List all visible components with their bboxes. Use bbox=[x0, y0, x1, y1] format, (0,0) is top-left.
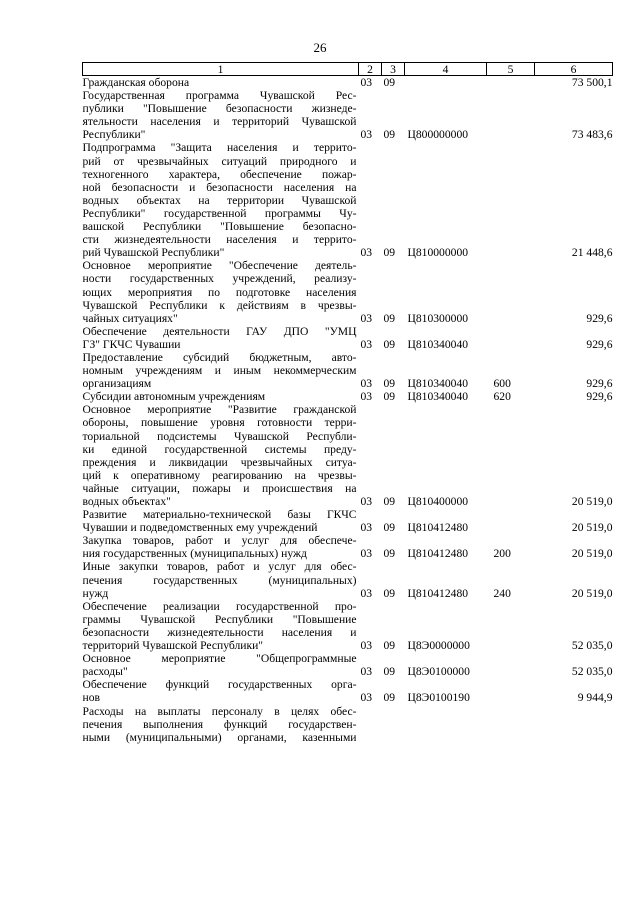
item-name-line: Предоставление субсидий бюджетным, авто- bbox=[82, 350, 357, 364]
target-article-cell: Ц810412480 bbox=[407, 586, 469, 600]
expense-type-cell: 600 bbox=[493, 377, 511, 391]
subsection-code-cell: 09 bbox=[383, 665, 396, 679]
item-name-cell bbox=[83, 259, 359, 324]
item-name-cell bbox=[83, 325, 359, 351]
amount-cell: 929,6 bbox=[586, 337, 613, 351]
section-code-cell: 03 bbox=[360, 76, 373, 89]
item-name-cell bbox=[83, 534, 359, 560]
column-header-row bbox=[83, 63, 613, 76]
item-name-line: ГЗ" ГКЧС Чувашии bbox=[82, 337, 181, 351]
expense-type-cell bbox=[487, 508, 535, 534]
table-row bbox=[83, 390, 613, 403]
item-name-line: Основное мероприятие "Общепрограммные bbox=[82, 652, 357, 666]
target-article-cell: Ц810412480 bbox=[407, 521, 469, 535]
table-row bbox=[83, 600, 613, 652]
item-name-line: ными (муниципальными) органами, казенными bbox=[82, 730, 357, 744]
table-row bbox=[83, 89, 613, 141]
amount-cell: 929,6 bbox=[586, 390, 613, 404]
expense-type-cell bbox=[487, 678, 535, 704]
item-name-cell bbox=[83, 141, 359, 259]
section-code-cell: 03 bbox=[360, 377, 373, 391]
item-name-cell bbox=[83, 403, 359, 508]
expense-type-cell bbox=[487, 705, 535, 744]
item-name-line: ющих мероприятия по подготовке населения bbox=[82, 285, 357, 299]
table-row bbox=[83, 560, 613, 599]
item-name-line: ния государственных (муниципальных) нужд bbox=[82, 547, 307, 561]
item-name-line: ной безопасности и безопасности населения на bbox=[82, 180, 357, 194]
section-code-cell: 03 bbox=[360, 665, 373, 679]
target-article-cell: Ц810340040 bbox=[407, 337, 469, 351]
amount-cell: 21 448,6 bbox=[571, 246, 613, 260]
target-article-cell: Ц8Э0100000 bbox=[407, 665, 470, 679]
section-code-cell: 03 bbox=[360, 547, 373, 561]
item-name-line: рий от чрезвычайных ситуаций природного и bbox=[82, 154, 357, 168]
target-article-cell: Ц810340040 bbox=[407, 377, 469, 391]
amount-cell: 20 519,0 bbox=[571, 495, 613, 508]
item-name-cell bbox=[83, 560, 359, 599]
amount-cell: 929,6 bbox=[586, 377, 613, 391]
subsection-code-cell: 09 bbox=[383, 377, 396, 391]
column-header: 5 bbox=[487, 63, 535, 76]
expense-type-cell bbox=[487, 141, 535, 259]
item-name-line: Республики" государственной программы Чу- bbox=[82, 206, 357, 220]
expense-type-cell bbox=[487, 89, 535, 141]
item-name-line: рий Чувашской Республики" bbox=[82, 246, 225, 260]
section-code-cell: 03 bbox=[360, 246, 373, 260]
column-header: 6 bbox=[535, 63, 613, 76]
target-article-cell: Ц810400000 bbox=[407, 495, 469, 508]
item-name-cell bbox=[83, 351, 359, 390]
section-code-cell bbox=[359, 705, 382, 744]
amount-cell: 20 519,0 bbox=[571, 586, 613, 600]
item-name-line: обороны, повышение уровня готовности терри- bbox=[82, 416, 357, 430]
item-name-line: чайные ситуации, пожары и происшествия на bbox=[82, 481, 357, 495]
amount-cell: 52 035,0 bbox=[571, 665, 613, 679]
item-name-cell bbox=[83, 705, 359, 744]
item-name-line: ториальной подсистемы Чувашской Республи- bbox=[82, 429, 357, 443]
amount-cell: 73 483,6 bbox=[571, 128, 613, 142]
section-code-cell: 03 bbox=[360, 639, 373, 653]
subsection-code-cell: 09 bbox=[383, 586, 396, 600]
item-name-line: организациям bbox=[82, 377, 152, 391]
item-name-line: техногенного характера, обеспечение пожар- bbox=[82, 167, 357, 181]
amount-cell: 9 944,9 bbox=[577, 691, 613, 705]
table-row bbox=[83, 403, 613, 508]
item-name-cell bbox=[83, 652, 359, 678]
amount-cell: 929,6 bbox=[586, 311, 613, 325]
table-row bbox=[83, 678, 613, 704]
expense-type-cell bbox=[487, 652, 535, 678]
amount-cell: 52 035,0 bbox=[571, 639, 613, 653]
target-article-cell: Ц810340040 bbox=[407, 390, 469, 404]
item-name-line: Чувашии и подведомственных ему учреждений bbox=[82, 521, 318, 535]
section-code-cell: 03 bbox=[360, 586, 373, 600]
subsection-code-cell: 09 bbox=[383, 547, 396, 561]
target-article-cell: Ц810412480 bbox=[407, 547, 469, 561]
subsection-code-cell: 09 bbox=[383, 128, 396, 142]
expense-type-cell bbox=[487, 76, 535, 90]
target-article-cell: Ц810000000 bbox=[407, 246, 469, 260]
item-name-cell bbox=[83, 600, 359, 652]
table-row bbox=[83, 259, 613, 324]
item-name-line: вашской Республики "Повышение безопасно- bbox=[82, 220, 357, 234]
item-name-line: номным учреждениям и иным некоммерческим bbox=[82, 364, 357, 378]
section-code-cell: 03 bbox=[360, 337, 373, 351]
subsection-code-cell: 09 bbox=[383, 639, 396, 653]
item-name-line: расходы" bbox=[82, 665, 128, 679]
table-row bbox=[83, 141, 613, 259]
page-number: 26 bbox=[313, 40, 327, 55]
section-code-cell: 03 bbox=[360, 390, 373, 404]
item-name-cell bbox=[83, 390, 359, 403]
subsection-code-cell: 09 bbox=[383, 246, 396, 260]
item-name-line: ятельности населения и территорий Чувашской bbox=[82, 115, 357, 129]
expense-type-cell bbox=[487, 259, 535, 324]
expense-type-cell bbox=[487, 325, 535, 351]
column-header: 1 bbox=[83, 63, 359, 76]
item-name-line: чайных ситуациях" bbox=[82, 311, 178, 325]
target-article-cell: Ц810300000 bbox=[407, 311, 469, 325]
item-name-line: Основное мероприятие "Обеспечение деятель- bbox=[82, 259, 357, 273]
amount-cell: 20 519,0 bbox=[571, 521, 613, 535]
item-name-line: публики "Повышение безопасности жизнеде- bbox=[82, 102, 357, 116]
item-name-line: безопасности жизнедеятельности населения и bbox=[82, 625, 357, 639]
section-code-cell: 03 bbox=[360, 691, 373, 705]
item-name-line: граммы Чувашской Республики "Повышение bbox=[82, 612, 357, 626]
item-name-line: Чувашской Республики к действиям в чрезвы- bbox=[82, 298, 357, 312]
subsection-code-cell: 09 bbox=[383, 521, 396, 535]
item-name-cell bbox=[83, 678, 359, 704]
item-name-line: Субсидии автономным учреждениям bbox=[82, 390, 266, 404]
item-name-line: водных объектах" bbox=[82, 495, 171, 508]
table-row bbox=[83, 652, 613, 678]
item-name-line: ций к оперативному реагированию на чрезвы- bbox=[82, 468, 357, 482]
item-name-cell bbox=[83, 89, 359, 141]
budget-table bbox=[82, 62, 613, 744]
section-code-cell: 03 bbox=[360, 311, 373, 325]
target-article-cell: Ц8Э0100190 bbox=[407, 691, 470, 705]
item-name-line: Обеспечение реализации государственной про- bbox=[82, 599, 357, 613]
section-code-cell: 03 bbox=[360, 495, 373, 508]
item-name-line: ности государственных учреждений, реализу- bbox=[82, 272, 357, 286]
subsection-code-cell: 09 bbox=[383, 495, 396, 508]
table-row bbox=[83, 76, 613, 90]
item-name-line: печения выполнения функций государствен- bbox=[82, 717, 357, 731]
item-name-line: ки единой государственной системы преду- bbox=[82, 442, 357, 456]
item-name-line: сти жизнедеятельности населения и террито- bbox=[82, 233, 357, 247]
subsection-code-cell bbox=[382, 705, 405, 744]
item-name-line: печения государственных (муниципальных) bbox=[82, 573, 357, 587]
expense-type-cell: 620 bbox=[493, 390, 511, 404]
amount-cell bbox=[535, 705, 613, 744]
item-name-line: Иные закупки товаров, работ и услуг для обес- bbox=[82, 560, 357, 574]
column-header: 3 bbox=[382, 63, 405, 76]
table-row bbox=[83, 534, 613, 560]
column-header: 2 bbox=[359, 63, 382, 76]
section-code-cell: 03 bbox=[360, 128, 373, 142]
expense-type-cell: 240 bbox=[493, 586, 511, 600]
item-name-line: Республики" bbox=[82, 128, 146, 142]
subsection-code-cell: 09 bbox=[383, 76, 396, 89]
subsection-code-cell: 09 bbox=[383, 311, 396, 325]
item-name-line: нужд bbox=[82, 586, 109, 600]
table-row bbox=[83, 351, 613, 390]
section-code-cell: 03 bbox=[360, 521, 373, 535]
item-name-line: Расходы на выплаты персоналу в целях обес- bbox=[82, 704, 357, 718]
table-row bbox=[83, 508, 613, 534]
item-name-line: территорий Чувашской Республики" bbox=[82, 639, 264, 653]
item-name-line: Развитие материально-технической базы ГКЧС bbox=[82, 508, 357, 522]
target-article-cell: Ц8Э0000000 bbox=[407, 639, 470, 653]
table-row bbox=[83, 705, 613, 744]
subsection-code-cell: 09 bbox=[383, 390, 396, 404]
item-name-line: Основное мероприятие "Развитие гражданской bbox=[82, 403, 357, 417]
target-article-cell bbox=[405, 705, 487, 744]
item-name-cell bbox=[83, 508, 359, 534]
item-name-line: нов bbox=[82, 691, 100, 705]
column-header: 4 bbox=[405, 63, 487, 76]
table-row bbox=[83, 325, 613, 351]
item-name-line: Обеспечение деятельности ГАУ ДПО "УМЦ bbox=[82, 324, 357, 338]
amount-cell: 20 519,0 bbox=[571, 547, 613, 561]
item-name-line: водных объектах на территории Чувашской bbox=[82, 193, 357, 207]
expense-type-cell bbox=[487, 403, 535, 508]
item-name-line: преждения и ликвидации чрезвычайных ситуа- bbox=[82, 455, 357, 469]
item-name-line: Гражданская оборона bbox=[82, 76, 190, 89]
item-name-cell bbox=[83, 76, 359, 90]
subsection-code-cell: 09 bbox=[383, 337, 396, 351]
item-name-line: Обеспечение функций государственных орга- bbox=[82, 678, 357, 692]
expense-type-cell bbox=[487, 600, 535, 652]
target-article-cell bbox=[405, 76, 487, 90]
item-name-line: Подпрограмма "Защита населения и террито- bbox=[82, 141, 357, 155]
item-name-line: Закупка товаров, работ и услуг для обеспече- bbox=[82, 534, 357, 548]
item-name-line: Государственная программа Чувашской Рес- bbox=[82, 89, 357, 103]
target-article-cell: Ц800000000 bbox=[407, 128, 469, 142]
amount-cell: 73 500,1 bbox=[571, 76, 613, 89]
expense-type-cell: 200 bbox=[493, 547, 511, 561]
subsection-code-cell: 09 bbox=[383, 691, 396, 705]
